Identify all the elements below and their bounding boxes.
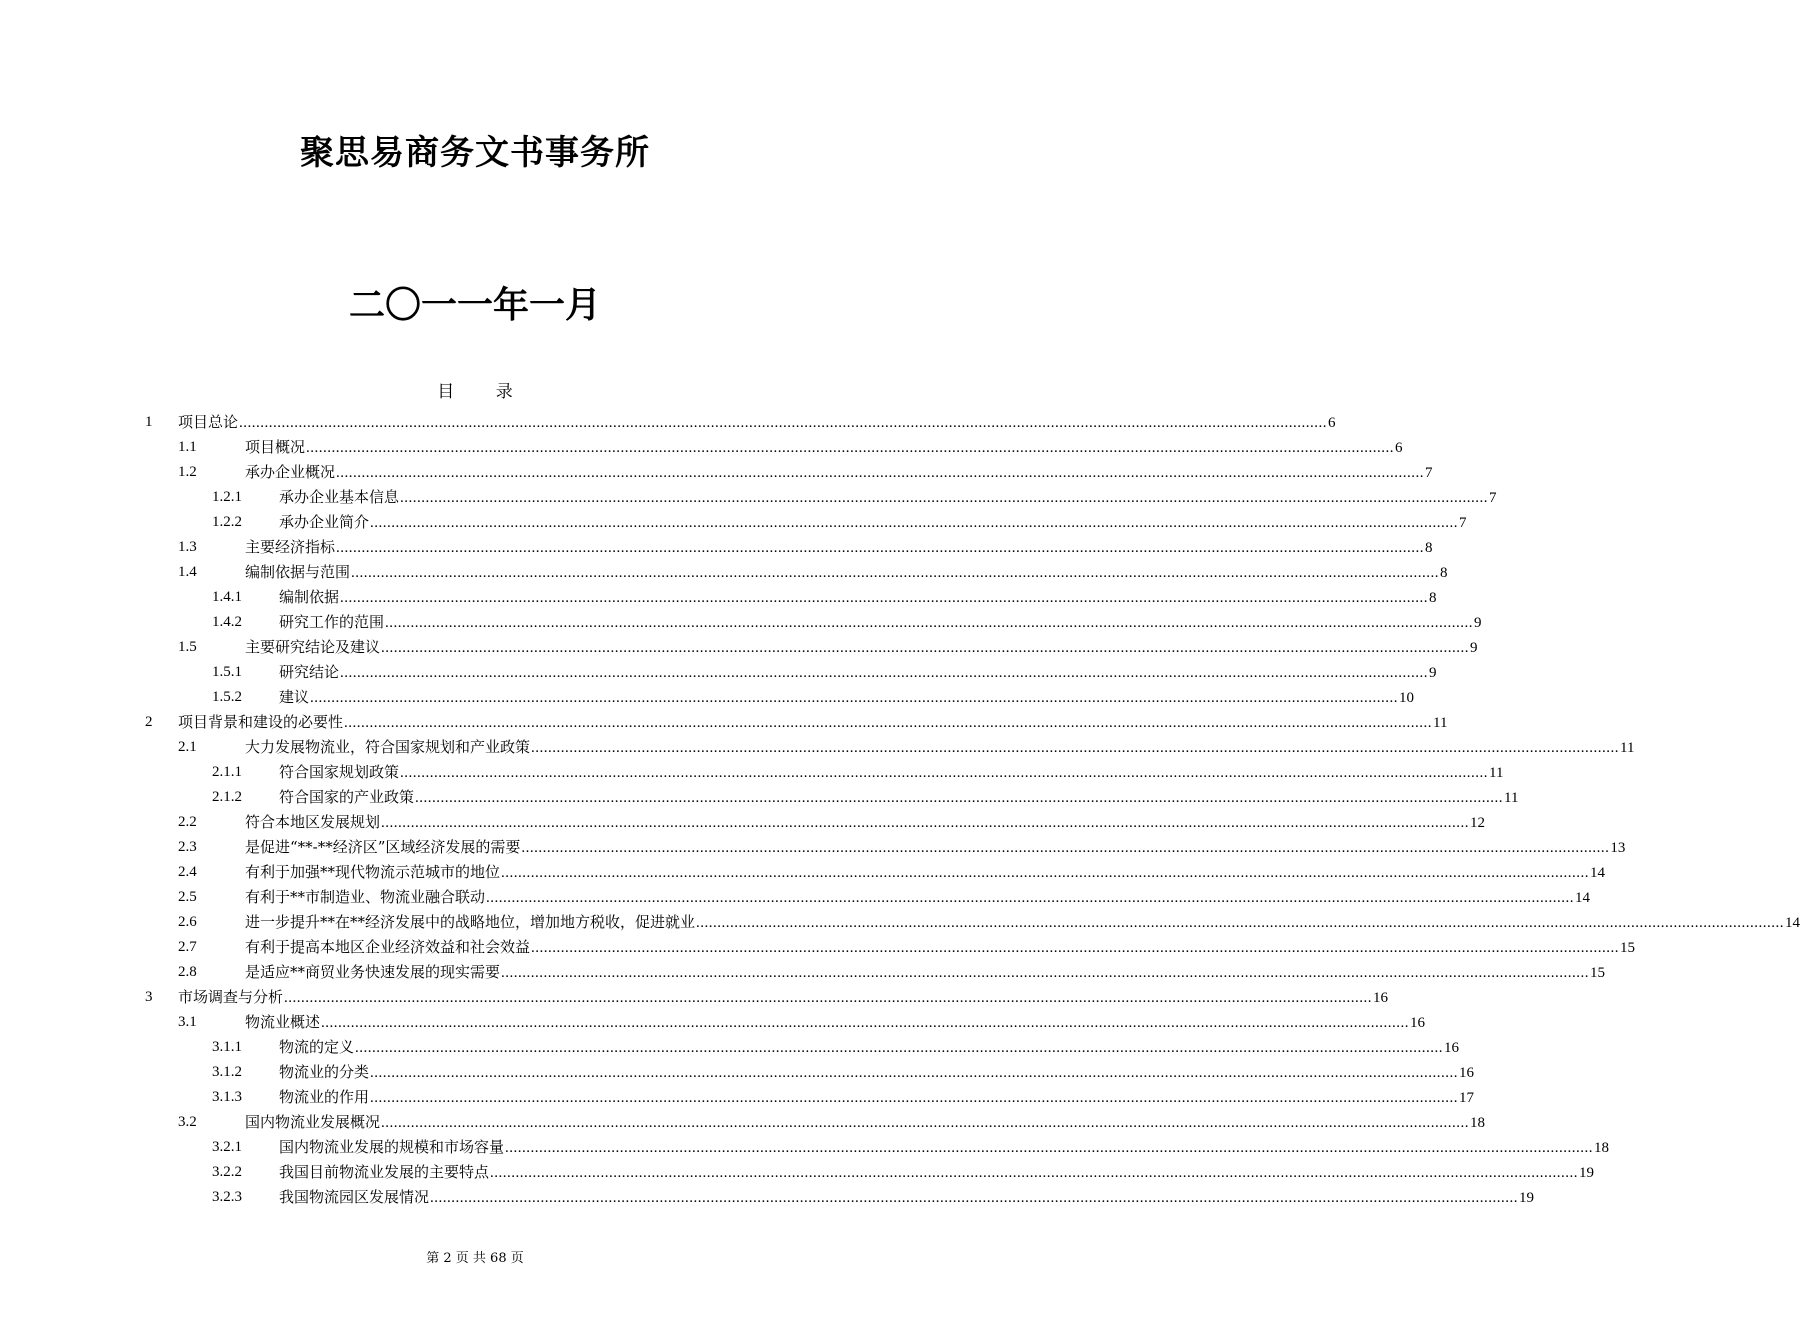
toc-entry-line bbox=[245, 635, 1478, 660]
toc-entry-page: 9 bbox=[1470, 640, 1478, 656]
toc-entry-line bbox=[245, 460, 1433, 485]
toc-entry-page: 9 bbox=[1474, 615, 1482, 631]
toc-entry[interactable] bbox=[0, 510, 1467, 535]
toc-entry-title: 我国物流园区发展情况 bbox=[279, 1188, 430, 1206]
toc-entry-number: 2.1.1 bbox=[212, 764, 242, 780]
toc-entry[interactable] bbox=[0, 560, 1448, 585]
toc-entry-line bbox=[279, 585, 1437, 610]
toc-entry-line bbox=[245, 1110, 1486, 1135]
toc-entry-line bbox=[245, 560, 1448, 585]
toc-heading: 目 录 bbox=[437, 382, 531, 402]
toc-entry-line bbox=[245, 1010, 1426, 1035]
toc-entry-line bbox=[245, 960, 1606, 985]
toc-entry-title: 研究工作的范围 bbox=[279, 613, 385, 631]
toc-entry-number: 2.2 bbox=[178, 814, 197, 830]
document-date: 二〇一一年一月 bbox=[348, 284, 601, 326]
toc-entry-line bbox=[279, 1035, 1460, 1060]
toc-entry[interactable] bbox=[0, 1135, 1610, 1160]
toc-entry-page: 16 bbox=[1459, 1065, 1475, 1081]
toc-entry-number: 1.2.2 bbox=[212, 514, 242, 530]
toc-entry-number: 1.2.1 bbox=[212, 489, 242, 505]
toc-entry-title: 研究结论 bbox=[279, 663, 340, 681]
toc-dot-leader: ................................................................................................................................................................................................................................................................ bbox=[521, 840, 1610, 856]
toc-dot-leader: ................................................................................................................................................................................................................................................................ bbox=[239, 415, 1328, 431]
toc-entry[interactable] bbox=[0, 685, 1415, 710]
toc-entry-title: 进一步提升**在**经济发展中的战略地位，增加地方税收，促进就业 bbox=[245, 913, 696, 931]
toc-entry-title: 市场调查与分析 bbox=[178, 988, 284, 1006]
toc-entry[interactable] bbox=[0, 1010, 1426, 1035]
toc-entry-number: 1.3 bbox=[178, 539, 197, 555]
page-footer: 第 2 页 共 68 页 bbox=[426, 1251, 524, 1266]
toc-dot-leader: ................................................................................................................................................................................................................................................................ bbox=[490, 1165, 1579, 1181]
toc-dot-leader: ................................................................................................................................................................................................................................................................ bbox=[505, 1140, 1594, 1156]
toc-entry-title: 符合国家规划政策 bbox=[279, 763, 400, 781]
toc-entry-number: 2.7 bbox=[178, 939, 197, 955]
toc-entry-page: 19 bbox=[1579, 1165, 1595, 1181]
toc-entry-line bbox=[245, 810, 1486, 835]
toc-dot-leader: ................................................................................................................................................................................................................................................................ bbox=[340, 590, 1429, 606]
toc-entry-line bbox=[279, 485, 1497, 510]
toc-entry-number: 3 bbox=[145, 989, 153, 1005]
toc-entry[interactable] bbox=[0, 1110, 1486, 1135]
toc-entry-line bbox=[279, 760, 1504, 785]
toc-entry-number: 1.5.2 bbox=[212, 689, 242, 705]
toc-entry-line bbox=[178, 985, 1389, 1010]
toc-entry-number: 1.1 bbox=[178, 439, 197, 455]
toc-entry-line bbox=[279, 685, 1415, 710]
toc-entry-page: 6 bbox=[1328, 415, 1336, 431]
toc-entry[interactable] bbox=[0, 735, 1635, 760]
toc-entry-title: 建议 bbox=[279, 688, 310, 706]
toc-dot-leader: ................................................................................................................................................................................................................................................................ bbox=[381, 640, 1470, 656]
toc-entry-page: 14 bbox=[1575, 890, 1591, 906]
toc-entry-page: 14 bbox=[1785, 915, 1800, 931]
toc-entry-title: 项目背景和建设的必要性 bbox=[178, 713, 344, 731]
toc-entry[interactable] bbox=[0, 810, 1486, 835]
toc-entry-page: 16 bbox=[1410, 1015, 1426, 1031]
toc-entry-page: 17 bbox=[1459, 1090, 1475, 1106]
toc-entry[interactable] bbox=[0, 710, 1448, 735]
toc-entry-number: 2.1 bbox=[178, 739, 197, 755]
toc-entry-title: 物流业概述 bbox=[245, 1013, 321, 1031]
toc-entry-line bbox=[279, 510, 1467, 535]
toc-entry-number: 1.5 bbox=[178, 639, 197, 655]
toc-dot-leader: ................................................................................................................................................................................................................................................................ bbox=[310, 690, 1399, 706]
toc-entry-page: 11 bbox=[1489, 765, 1504, 781]
toc-entry-page: 8 bbox=[1440, 565, 1448, 581]
toc-entry[interactable] bbox=[0, 535, 1433, 560]
toc-entry-page: 8 bbox=[1429, 590, 1437, 606]
toc-dot-leader: ................................................................................................................................................................................................................................................................ bbox=[381, 815, 1470, 831]
toc-dot-leader: ................................................................................................................................................................................................................................................................ bbox=[306, 440, 1395, 456]
toc-entry-page: 6 bbox=[1395, 440, 1403, 456]
toc-entry-title: 大力发展物流业，符合国家规划和产业政策 bbox=[245, 738, 531, 756]
toc-dot-leader: ................................................................................................................................................................................................................................................................ bbox=[400, 490, 1489, 506]
toc-dot-leader: ................................................................................................................................................................................................................................................................ bbox=[340, 665, 1429, 681]
toc-entry-number: 3.1 bbox=[178, 1014, 197, 1030]
toc-entry-title: 承办企业基本信息 bbox=[279, 488, 400, 506]
toc-entry-page: 12 bbox=[1470, 815, 1486, 831]
toc-entry-line bbox=[279, 660, 1437, 685]
toc-entry[interactable] bbox=[0, 485, 1497, 510]
toc-entry-page: 18 bbox=[1594, 1140, 1610, 1156]
toc-dot-leader: ................................................................................................................................................................................................................................................................ bbox=[531, 740, 1620, 756]
toc-entry-number: 3.2.2 bbox=[212, 1164, 242, 1180]
toc-entry-page: 15 bbox=[1590, 965, 1606, 981]
toc-entry-title: 项目总论 bbox=[178, 413, 239, 431]
toc-entry-line bbox=[245, 935, 1636, 960]
toc-entry-title: 国内物流业发展的规模和市场容量 bbox=[279, 1138, 505, 1156]
toc-entry-number: 3.1.1 bbox=[212, 1039, 242, 1055]
toc-dot-leader: ................................................................................................................................................................................................................................................................ bbox=[501, 965, 1590, 981]
toc-dot-leader: ................................................................................................................................................................................................................................................................ bbox=[370, 1065, 1459, 1081]
toc-entry[interactable] bbox=[0, 910, 1800, 935]
toc-entry-line bbox=[178, 410, 1336, 435]
toc-entry-line bbox=[245, 860, 1606, 885]
toc-entry-title: 国内物流业发展概况 bbox=[245, 1113, 381, 1131]
toc-entry-line bbox=[245, 835, 1626, 860]
toc-entry-title: 是促进“**-**经济区”区域经济发展的需要 bbox=[245, 838, 521, 856]
toc-entry-number: 3.2.3 bbox=[212, 1189, 242, 1205]
toc-entry-title: 承办企业概况 bbox=[245, 463, 336, 481]
organization-title: 聚思易商务文书事务所 bbox=[300, 133, 650, 173]
toc-entry-line bbox=[279, 1060, 1475, 1085]
toc-dot-leader: ................................................................................................................................................................................................................................................................ bbox=[321, 1015, 1410, 1031]
toc-entry-number: 2.1.2 bbox=[212, 789, 242, 805]
toc-entry-page: 18 bbox=[1470, 1115, 1486, 1131]
toc-entry-line bbox=[279, 610, 1482, 635]
toc-entry[interactable] bbox=[0, 760, 1504, 785]
toc-entry-title: 是适应**商贸业务快速发展的现实需要 bbox=[245, 963, 501, 981]
toc-entry-number: 3.2.1 bbox=[212, 1139, 242, 1155]
toc-entry-number: 3.1.3 bbox=[212, 1089, 242, 1105]
toc-entry-title: 有利于加强**现代物流示范城市的地位 bbox=[245, 863, 501, 881]
toc-dot-leader: ................................................................................................................................................................................................................................................................ bbox=[400, 765, 1489, 781]
toc-entry-line bbox=[279, 1185, 1535, 1210]
toc-entry[interactable] bbox=[0, 1085, 1475, 1110]
toc-entry-line bbox=[245, 910, 1800, 935]
toc-entry-page: 8 bbox=[1425, 540, 1433, 556]
toc-entry-line bbox=[245, 535, 1433, 560]
toc-entry-title: 承办企业简介 bbox=[279, 513, 370, 531]
toc-entry[interactable] bbox=[0, 610, 1482, 635]
toc-entry-page: 7 bbox=[1489, 490, 1497, 506]
toc-entry-title: 符合本地区发展规划 bbox=[245, 813, 381, 831]
toc-entry-number: 1.4.2 bbox=[212, 614, 242, 630]
toc-entry-page: 14 bbox=[1590, 865, 1606, 881]
toc-entry[interactable] bbox=[0, 1060, 1475, 1085]
toc-entry[interactable] bbox=[0, 960, 1606, 985]
toc-dot-leader: ................................................................................................................................................................................................................................................................ bbox=[531, 940, 1620, 956]
toc-entry-line bbox=[279, 785, 1519, 810]
toc-entry[interactable] bbox=[0, 410, 1336, 435]
toc-entry-title: 有利于**市制造业、物流业融合联动 bbox=[245, 888, 486, 906]
toc-entry-page: 11 bbox=[1620, 740, 1635, 756]
toc-entry[interactable] bbox=[0, 785, 1519, 810]
toc-entry[interactable] bbox=[0, 460, 1433, 485]
toc-entry-page: 16 bbox=[1373, 990, 1389, 1006]
toc-dot-leader: ................................................................................................................................................................................................................................................................ bbox=[430, 1190, 1519, 1206]
toc-entry-number: 2.3 bbox=[178, 839, 197, 855]
toc-dot-leader: ................................................................................................................................................................................................................................................................ bbox=[351, 565, 1440, 581]
toc-entry-page: 13 bbox=[1610, 840, 1626, 856]
toc-dot-leader: ................................................................................................................................................................................................................................................................ bbox=[336, 465, 1425, 481]
toc-entry-title: 编制依据 bbox=[279, 588, 340, 606]
toc-entry[interactable] bbox=[0, 835, 1626, 860]
toc-entry-title: 主要研究结论及建议 bbox=[245, 638, 381, 656]
toc-entry-title: 我国目前物流业发展的主要特点 bbox=[279, 1163, 490, 1181]
toc-entry-page: 7 bbox=[1459, 515, 1467, 531]
toc-entry-title: 有利于提高本地区企业经济效益和社会效益 bbox=[245, 938, 531, 956]
toc-entry-line bbox=[279, 1135, 1610, 1160]
toc-dot-leader: ................................................................................................................................................................................................................................................................ bbox=[486, 890, 1575, 906]
toc-entry-number: 2.4 bbox=[178, 864, 197, 880]
toc-entry-line bbox=[245, 885, 1591, 910]
toc-entry-line bbox=[178, 710, 1448, 735]
toc-entry-title: 项目概况 bbox=[245, 438, 306, 456]
toc-dot-leader: ................................................................................................................................................................................................................................................................ bbox=[336, 540, 1425, 556]
toc-entry[interactable] bbox=[0, 660, 1437, 685]
toc-dot-leader: ................................................................................................................................................................................................................................................................ bbox=[501, 865, 1590, 881]
toc-entry-page: 7 bbox=[1425, 465, 1433, 481]
toc-entry-title: 编制依据与范围 bbox=[245, 563, 351, 581]
toc-dot-leader: ................................................................................................................................................................................................................................................................ bbox=[381, 1115, 1470, 1131]
toc-entry-title: 主要经济指标 bbox=[245, 538, 336, 556]
toc-dot-leader: ................................................................................................................................................................................................................................................................ bbox=[284, 990, 1373, 1006]
toc-dot-leader: ................................................................................................................................................................................................................................................................ bbox=[385, 615, 1474, 631]
toc-dot-leader: ................................................................................................................................................................................................................................................................ bbox=[696, 915, 1785, 931]
toc-entry-number: 2 bbox=[145, 714, 153, 730]
toc-entry[interactable] bbox=[0, 635, 1478, 660]
toc-dot-leader: ................................................................................................................................................................................................................................................................ bbox=[370, 515, 1459, 531]
toc-entry-page: 15 bbox=[1620, 940, 1636, 956]
toc-entry[interactable] bbox=[0, 1185, 1535, 1210]
toc-entry-page: 10 bbox=[1399, 690, 1415, 706]
toc-entry-number: 1 bbox=[145, 414, 153, 430]
toc-entry-page: 9 bbox=[1429, 665, 1437, 681]
toc-entry-page: 16 bbox=[1444, 1040, 1460, 1056]
toc-entry-line bbox=[279, 1160, 1595, 1185]
toc-entry[interactable] bbox=[0, 435, 1403, 460]
toc-dot-leader: ................................................................................................................................................................................................................................................................ bbox=[415, 790, 1504, 806]
toc-entry[interactable] bbox=[0, 585, 1437, 610]
toc-dot-leader: ................................................................................................................................................................................................................................................................ bbox=[344, 715, 1433, 731]
toc-entry-page: 11 bbox=[1433, 715, 1448, 731]
toc-entry[interactable] bbox=[0, 885, 1591, 910]
toc-entry[interactable] bbox=[0, 935, 1636, 960]
toc-entry-title: 物流的定义 bbox=[279, 1038, 355, 1056]
toc-entry-page: 11 bbox=[1504, 790, 1519, 806]
toc-entry-line bbox=[245, 735, 1635, 760]
toc-entry-number: 1.4 bbox=[178, 564, 197, 580]
toc-dot-leader: ................................................................................................................................................................................................................................................................ bbox=[355, 1040, 1444, 1056]
toc-entry-number: 2.5 bbox=[178, 889, 197, 905]
toc-entry-title: 符合国家的产业政策 bbox=[279, 788, 415, 806]
toc-entry-page: 19 bbox=[1519, 1190, 1535, 1206]
toc-entry-line bbox=[245, 435, 1403, 460]
toc-dot-leader: ................................................................................................................................................................................................................................................................ bbox=[370, 1090, 1459, 1106]
toc-entry[interactable] bbox=[0, 985, 1389, 1010]
toc-entry-number: 1.2 bbox=[178, 464, 197, 480]
toc-entry-number: 2.8 bbox=[178, 964, 197, 980]
toc-entry-number: 3.2 bbox=[178, 1114, 197, 1130]
toc-entry-number: 1.4.1 bbox=[212, 589, 242, 605]
toc-entry-number: 2.6 bbox=[178, 914, 197, 930]
toc-entry[interactable] bbox=[0, 1160, 1595, 1185]
toc-entry-title: 物流业的作用 bbox=[279, 1088, 370, 1106]
toc-entry-number: 3.1.2 bbox=[212, 1064, 242, 1080]
toc-entry-title: 物流业的分类 bbox=[279, 1063, 370, 1081]
toc-entry[interactable] bbox=[0, 1035, 1460, 1060]
toc-entry-line bbox=[279, 1085, 1475, 1110]
toc-entry[interactable] bbox=[0, 860, 1606, 885]
toc-entry-number: 1.5.1 bbox=[212, 664, 242, 680]
